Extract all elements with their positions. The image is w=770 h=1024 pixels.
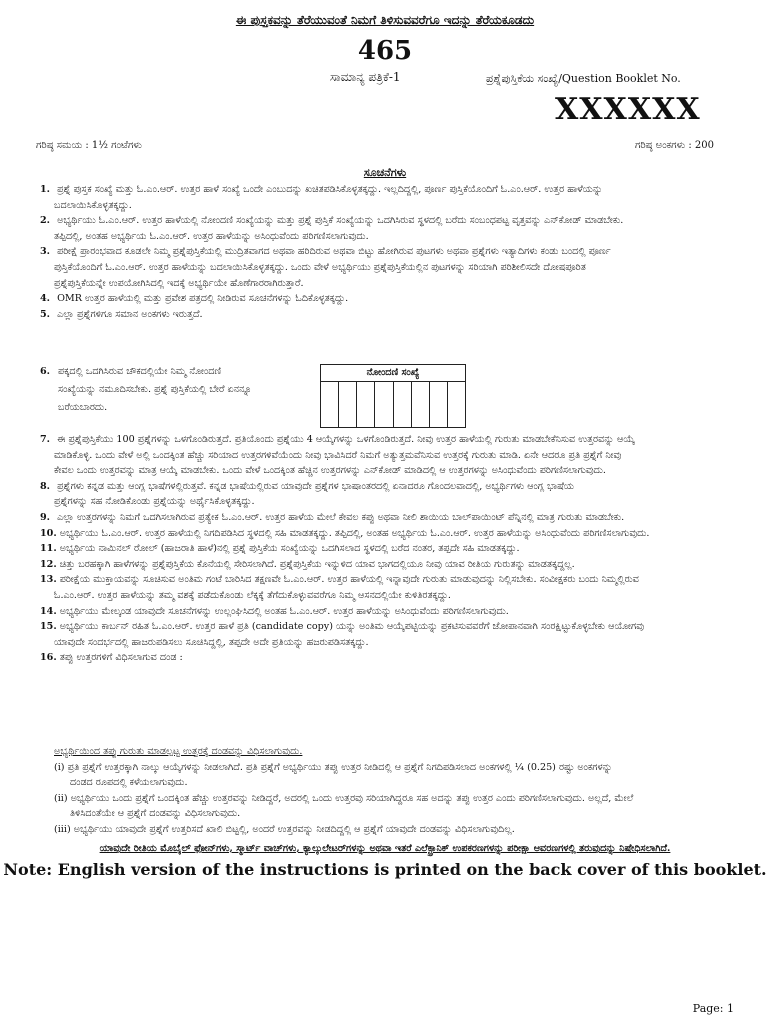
question-booklet-label: ಪ್ರಶ್ನೆಪುಸ್ತಿಕೆಯ ಸಂಖ್ಯೆ/Question Booklet No. — [486, 72, 681, 85]
instruction-6: 6. ಪಕ್ಕದಲ್ಲಿ ಒದಗಿಸಿರುವ ಚೌಕದಲ್ಲಿಯೇ ನಿಮ್ಮ ನೋಂದಣಿ ಸಂಖ್ಯೆಯನ್ನು ನಮೂದಿಸಬೇಕು. ಪ್ರಶ್ನೆ ಪುಸ್ತಿಕೆಯಲ್ಲಿ ಬೇರೆ ಏನನ್ನೂ ಬರೆಯಬಾರದು. — [40, 366, 252, 413]
instruction-7: 7. ಈ ಪ್ರಶ್ನೆಪುಸ್ತಿಕೆಯು 100 ಪ್ರಶ್ನೆಗಳನ್ನು ಒಳಗೊಂಡಿರುತ್ತದೆ. ಪ್ರತಿಯೊಂದು ಪ್ರಶ್ನೆಯು 4 ಆಯ್ಕೆಗಳನ್ನು ಒಳಗೊಂಡಿರುತ್ತದೆ. ನೀವು ಉತ್ತರ ಹಾಳೆಯಲ್ಲಿ ಗುರುತು ಮಾಡಬೇಕೆನಿಸುವ ಉತ್ತರವನ್ನು ಆಯ್ಕೆ ಮಾಡಿಕೊಳ್ಳಿ. ಒಂದು ವೇಳೆ ಅಲ್ಲಿ ಒಂದಕ್ಕಿಂತ ಹೆಚ್ಚು ಸರಿಯಾದ ಉತ್ತರಗಳಿವೆಯೆಂದು ನೀವು ಭಾವಿಸಿದರೆ ನಿಮಗೆ ಅತ್ಯುತ್ತಮವೆನಿಸುವ ಉತ್ತರಕ್ಕೆ ಗುರುತು ಮಾಡಿ. ಏನೇ ಆದರೂ ಪ್ರತಿ ಪ್ರಶ್ನೆಗೆ ನೀವು ಕೇವಲ ಒಂದು ಉತ್ತರವನ್ನು ಮಾತ್ರ ಆಯ್ಕೆ ಮಾಡಬೇಕು. ಒಂದು ವೇಳೆ ಒಂದಕ್ಕಿಂತ ಹೆಚ್ಚಿನ ಉತ್ತರಗಳನ್ನು ಎನ್‌ಕೋಡ್ ಮಾಡಿದಲ್ಲಿ ಆ ಉತ್ತರಗಳನ್ನು ಅಸಿಂಧುವೆಂದು ಪರಿಗಣಿಸಲಾಗುವುದು. — [40, 434, 635, 477]
paper-name: ಸಾಮಾನ್ಯ ಪತ್ರಿಕೆ-1 — [330, 70, 401, 84]
registration-cell — [412, 381, 430, 427]
registration-cell — [394, 381, 412, 427]
penalty-heading: ಅಭ್ಯರ್ಥಿಯಿಂದ ತಪ್ಪು ಗುರುತು ಮಾಡಲ್ಪಟ್ಟ ಉತ್ತರಕ್ಕೆ ದಂಡವನ್ನು ವಿಧಿಸಲಾಗುವುದು. — [54, 746, 303, 757]
instruction-9: 9. ಎಲ್ಲಾ ಉತ್ತರಗಳನ್ನು ನಿಮಗೆ ಒದಗಿಸಲಾಗಿರುವ ಪ್ರತ್ಯೇಕ ಓ.ಎಂ.ಆರ್. ಉತ್ತರ ಹಾಳೆಯ ಮೇಲೆ ಕೇವಲ ಕಪ್ಪು ಅಥವಾ ನೀಲಿ ಶಾಯಿಯ ಬಾಲ್‌ಪಾಯಿಂಟ್ ಪೆನ್ನಿನಲ್ಲಿ ಮಾತ್ರ ಗುರುತು ಮಾಡಬೇಕು. — [40, 511, 625, 523]
registration-cell — [321, 381, 339, 427]
instructions-block-b — [40, 432, 710, 666]
instruction-10: 10. ಅಭ್ಯರ್ಥಿಯು ಓ.ಎಂ.ಆರ್. ಉತ್ತರ ಹಾಳೆಯಲ್ಲಿ ನಿಗದಿಪಡಿಸಿದ ಸ್ಥಳದಲ್ಲಿ ಸಹಿ ಮಾಡತಕ್ಕದ್ದು. ತಪ್ಪಿದಲ್ಲಿ, ಅಂತಹ ಅಭ್ಯರ್ಥಿಯ ಓ.ಎಂ.ಆರ್. ಉತ್ತರ ಹಾಳೆಯನ್ನು ಅಸಿಂಧುವೆಂದು ಪರಿಗಣಿಸಲಾಗುವುದು. — [40, 527, 650, 539]
instruction-3: 3. ಪರೀಕ್ಷೆ ಪ್ರಾರಂಭವಾದ ಕೂಡಲೇ ನಿಮ್ಮ ಪ್ರಶ್ನೆಪುಸ್ತಿಕೆಯಲ್ಲಿ ಮುದ್ರಿತವಾಗದ ಅಥವಾ ಹರಿದಿರುವ ಅಥವಾ ಬಿಟ್ಟು ಹೋಗಿರುವ ಪುಟಗಳು ಅಥವಾ ಪ್ರಶ್ನೆಗಳು ಇತ್ಯಾದಿಗಳು ಕಂಡು ಬಂದಲ್ಲಿ ಪೂರ್ಣ ಪುಸ್ತಿಕೆಯೊಂದಿಗೆ ಓ.ಎಂ.ಆರ್. ಉತ್ತರ ಹಾಳೆಯನ್ನು ಬದಲಾಯಿಸಿಕೊಳ್ಳತಕ್ಕದ್ದು. ಒಂದು ವೇಳೆ ಅಭ್ಯರ್ಥಿಯು ಪ್ರಶ್ನೆಪುಸ್ತಿಕೆಯಲ್ಲಿನ ಪುಟಗಳನ್ನು ಸರಿಯಾಗಿ ಪರಿಶೀಲಿಸದೇ ದೋಷಪೂರಿತ ಪ್ರಶ್ನೆಪುಸ್ತಿಕೆಯನ್ನೇ ಉಪಯೋಗಿಸಿದಲ್ಲಿ ಇದಕ್ಕೆ ಅಭ್ಯರ್ಥಿಯೇ ಹೊಣೆಗಾರರಾಗಿರುತ್ತಾರೆ. — [40, 246, 611, 289]
instruction-8: 8. ಪ್ರಶ್ನೆಗಳು ಕನ್ನಡ ಮತ್ತು ಆಂಗ್ಲ ಭಾಷೆಗಳಲ್ಲಿರುತ್ತವೆ. ಕನ್ನಡ ಭಾಷೆಯಲ್ಲಿರುವ ಯಾವುದೇ ಪ್ರಶ್ನೆಗಳ ಭಾಷಾಂತರದಲ್ಲಿ ಏನಾದರೂ ಗೊಂದಲವಾದಲ್ಲಿ, ಅಭ್ಯರ್ಥಿಗಳು ಆಂಗ್ಲ ಭಾಷೆಯ ಪ್ರಶ್ನೆಗಳನ್ನು ಸಹ ನೋಡಿಕೊಂಡು ಪ್ರಶ್ನೆಯನ್ನು ಅರ್ಥೈಸಿಕೊಳ್ಳತಕ್ಕದ್ದು. — [40, 480, 574, 508]
instruction-13: 13. ಪರೀಕ್ಷೆಯ ಮುಕ್ತಾಯವನ್ನು ಸೂಚಿಸುವ ಅಂತಿಮ ಗಂಟೆ ಬಾರಿಸಿದ ತಕ್ಷಣವೇ ಓ.ಎಂ.ಆರ್. ಉತ್ತರ ಹಾಳೆಯಲ್ಲಿ ಇನ್ನಾವುದೇ ಗುರುತು ಮಾಡುವುದನ್ನು ನಿಲ್ಲಿಸಬೇಕು. ಸಂವೀಕ್ಷಕರು ಬಂದು ನಿಮ್ಮಲ್ಲಿರುವ ಓ.ಎಂ.ಆರ್. ಉತ್ತರ ಹಾಳೆಯನ್ನು ತಮ್ಮ ವಶಕ್ಕೆ ಪಡೆದುಕೊಂಡು ಲೆಕ್ಕಕ್ಕೆ ತೆಗೆದುಕೊಳ್ಳುವವರೆಗೂ ನಿಮ್ಮ ಆಸನದಲ್ಲಿಯೇ ಕುಳಿತಿರತಕ್ಕದ್ದು. — [40, 574, 639, 601]
registration-cell — [430, 381, 448, 427]
penalty-item-1: (i) ಪ್ರತಿ ಪ್ರಶ್ನೆಗೆ ಉತ್ತರಕ್ಕಾಗಿ ನಾಲ್ಕು ಆಯ್ಕೆಗಳನ್ನು ನೀಡಲಾಗಿದೆ. ಪ್ರತಿ ಪ್ರಶ್ನೆಗೆ ಅಭ್ಯರ್ಥಿಯು ತಪ್ಪು ಉತ್ತರ ನೀಡಿದಲ್ಲಿ ಆ ಪ್ರಶ್ನೆಗೆ ನಿಗದಿಪಡಿಸಲಾದ ಅಂಕಗಳಲ್ಲಿ ¼ (0.25) ರಷ್ಟು ಅಂಕಗಳನ್ನು ದಂಡದ ರೂಪದಲ್ಲಿ ಕಳೆಯಲಾಗುವುದು. — [54, 761, 613, 789]
instructions-title: ಸೂಚನೆಗಳು — [363, 166, 407, 179]
instruction-14: 14. ಅಭ್ಯರ್ಥಿಯು ಮೇಲ್ಕಂಡ ಯಾವುದೇ ಸೂಚನೆಗಳನ್ನು ಉಲ್ಲಂಘಿಸಿದಲ್ಲಿ ಅಂತಹ ಓ.ಎಂ.ಆರ್. ಉತ್ತರ ಹಾಳೆಯನ್ನು ಅಸಿಂಧುವೆಂದು ಪರಿಗಣಿಸಲಾಗುವುದು. — [40, 605, 509, 617]
instruction-2: 2. ಅಭ್ಯರ್ಥಿಯು ಓ.ಎಂ.ಆರ್. ಉತ್ತರ ಹಾಳೆಯಲ್ಲಿ ನೋಂದಣಿ ಸಂಖ್ಯೆಯನ್ನು ಮತ್ತು ಪ್ರಶ್ನೆ ಪುಸ್ತಿಕೆ ಸಂಖ್ಯೆಯನ್ನು ಒದಗಿಸಿರುವ ಸ್ಥಳದಲ್ಲಿ ಬರೆದು ಸಂಬಂಧಪಟ್ಟ ವೃತ್ತವನ್ನು ಎನ್‌ಕೋಡ್ ಮಾಡಬೇಕು. ತಪ್ಪಿದಲ್ಲಿ, ಅಂತಹ ಅಭ್ಯರ್ಥಿಯ ಓ.ಎಂ.ಆರ್. ಉತ್ತರ ಹಾಳೆಯನ್ನು ಅಸಿಂಧುವೆಂದು ಪರಿಗಣಿಸಲಾಗುವುದು. — [40, 215, 624, 242]
instruction-5: 5. ಎಲ್ಲಾ ಪ್ರಶ್ನೆಗಳಿಗೂ ಸಮಾನ ಅಂಕಗಳು ಇರುತ್ತದೆ. — [40, 308, 203, 320]
max-marks: ಗರಿಷ್ಠ ಅಂಕಗಳು : 200 — [634, 140, 714, 151]
top-banner: ಈ ಪುಸ್ತಕವನ್ನು ತೆರೆಯುವಂತೆ ನಿಮಗೆ ತಿಳಿಸುವವರೆಗೂ ಇದನ್ನು ತೆರೆಯಕೂಡದು — [235, 13, 535, 27]
registration-cell — [357, 381, 375, 427]
instruction-11: 11. ಅಭ್ಯರ್ಥಿಯ ನಾಮಿನಲ್ ರೋಲ್ (ಹಾಜರಾತಿ ಹಾಳೆ)ನಲ್ಲಿ ಪ್ರಶ್ನೆ ಪುಸ್ತಿಕೆಯ ಸಂಖ್ಯೆಯನ್ನು ಒದಗಿಸಲಾದ ಸ್ಥಳದಲ್ಲಿ ಬರೆದ ನಂತರ, ತಪ್ಪದೇ ಸಹಿ ಮಾಡತಕ್ಕದ್ದು. — [40, 543, 520, 555]
instructions-block-a — [40, 182, 710, 322]
registration-box-title: ನೋಂದಣಿ ಸಂಖ್ಯೆ — [321, 365, 465, 382]
electronic-devices-ban: ಯಾವುದೇ ರೀತಿಯ ಮೊಬೈಲ್ ಫೋನ್‌ಗಳು, ಸ್ಮಾರ್ಟ್ ವಾಚ್‌ಗಳು, ಕ್ಯಾಲ್ಕುಲೇಟರ್‌ಗಳನ್ನು ಅಥವಾ ಇತರೆ ಎಲೆಕ್ಟ್ರಾನಿಕ್ ಉಪಕರಣಗಳನ್ನು ಪರೀಕ್ಷಾ ಆವರಣಗಳಲ್ಲಿ ತರುವುದನ್ನು ನಿಷೇಧಿಸಲಾಗಿದೆ. — [99, 843, 671, 854]
instruction-12: 12. ಚಿತ್ತು ಬರಹಕ್ಕಾಗಿ ಹಾಳೆಗಳನ್ನು ಪ್ರಶ್ನೆಪುಸ್ತಿಕೆಯ ಕೊನೆಯಲ್ಲಿ ಸೇರಿಸಲಾಗಿದೆ. ಪ್ರಶ್ನೆಪುಸ್ತಿಕೆಯ ಇನ್ನುಳಿದ ಯಾವ ಭಾಗದಲ್ಲಿಯೂ ನೀವು ಯಾವ ರೀತಿಯ ಗುರುತನ್ನು ಮಾಡತಕ್ಕದ್ದಲ್ಲ. — [40, 558, 575, 570]
instruction-4: 4. OMR ಉತ್ತರ ಹಾಳೆಯಲ್ಲಿ ಮತ್ತು ಪ್ರವೇಶ ಪತ್ರದಲ್ಲಿ ನೀಡಿರುವ ಸೂಚನೆಗಳನ್ನು ಓದಿಕೊಳ್ಳತಕ್ಕದ್ದು. — [40, 293, 349, 305]
page-number: Page: 1 — [692, 1002, 734, 1015]
penalty-item-3: (iii) ಅಭ್ಯರ್ಥಿಯು ಯಾವುದೇ ಪ್ರಶ್ನೆಗೆ ಉತ್ತರಿಸದೆ ಖಾಲಿ ಬಿಟ್ಟಲ್ಲಿ, ಅಂದರೆ ಉತ್ತರವನ್ನು ನೀಡದಿದ್ದಲ್ಲಿ ಆ ಪ್ರಶ್ನೆಗೆ ಯಾವುದೇ ದಂಡವನ್ನು ವಿಧಿಸಲಾಗುವುದಿಲ್ಲ. — [54, 823, 515, 835]
instruction-15: 15. ಅಭ್ಯರ್ಥಿಯು ಕಾರ್ಬನ್ ರಹಿತ ಓ.ಎಂ.ಆರ್. ಉತ್ತರ ಹಾಳೆ ಪ್ರತಿ (candidate copy) ಯನ್ನು ಅಂತಿಮ ಆಯ್ಕೆಪಟ್ಟಿಯನ್ನು ಪ್ರಕಟಿಸುವವರೆಗೆ ಜೋಪಾನವಾಗಿ ಸಂರಕ್ಷಿಟ್ಟುಕೊಳ್ಳಬೇಕು ಆಯೋಗವು ಯಾವುದೇ ಸಂದರ್ಭದಲ್ಲಿ ಹಾಜರುಪಡಿಸಲು ಸೂಚಿಸಿದ್ದಲ್ಲಿ, ತಪ್ಪದೇ ಅದೇ ಪ್ರತಿಯನ್ನು ಹಜರುಪಡಿಸತಕ್ಕದ್ದು. — [40, 621, 645, 648]
instruction-1: 1. ಪ್ರಶ್ನೆ ಪುಸ್ತಕ ಸಂಖ್ಯೆ ಮತ್ತು ಓ.ಎಂ.ಆರ್. ಉತ್ತರ ಹಾಳೆ ಸಂಖ್ಯೆ ಒಂದೇ ಎಂಬುದನ್ನು ಖಚಿತಪಡಿಸಿಕೊಳ್ಳತಕ್ಕದ್ದು. ಇಲ್ಲದಿದ್ದಲ್ಲಿ, ಪೂರ್ಣ ಪುಸ್ತಿಕೆಯೊಂದಿಗೆ ಓ.ಎಂ.ಆರ್. ಉತ್ತರ ಹಾಳೆಯನ್ನು ಬದಲಾಯಿಸಿಕೊಳ್ಳತಕ್ಕದ್ದು. — [40, 184, 603, 211]
question-booklet-number: XXXXXX — [555, 92, 701, 127]
registration-cells — [321, 381, 465, 427]
registration-cell — [339, 381, 357, 427]
registration-number-box — [320, 364, 466, 428]
max-time: ಗರಿಷ್ಠ ಸಮಯ : 1½ ಗಂಟೆಗಳು — [36, 140, 142, 151]
penalty-item-2: (ii) ಅಭ್ಯರ್ಥಿಯು ಒಂದು ಪ್ರಶ್ನೆಗೆ ಒಂದಕ್ಕಿಂತ ಹೆಚ್ಚು ಉತ್ತರವನ್ನು ನೀಡಿದ್ದರೆ, ಅದರಲ್ಲಿ ಒಂದು ಉತ್ತರವು ಸರಿಯಾಗಿದ್ದರೂ ಸಹ ಅದನ್ನು ತಪ್ಪು ಉತ್ತರ ಎಂದು ಪರಿಗಣಿಸಲಾಗುವುದು. ಅಲ್ಲದೆ, ಮೇಲೆ ತಿಳಿಸಿದಂತೆಯೇ ಆ ಪ್ರಶ್ನೆಗೆ ದಂಡವನ್ನು ವಿಧಿಸಲಾಗುವುದು. — [54, 792, 634, 820]
registration-cell — [448, 381, 465, 427]
penalty-section — [54, 744, 710, 838]
paper-code: 465 — [357, 36, 413, 66]
registration-cell — [375, 381, 393, 427]
instruction-16: 16. ತಪ್ಪು ಉತ್ತರಗಳಿಗೆ ವಿಧಿಸಲಾಗುವ ದಂಡ : — [40, 652, 183, 664]
english-version-note: Note: English version of the instructions is printed on the back cover of this booklet. — [3, 860, 767, 879]
